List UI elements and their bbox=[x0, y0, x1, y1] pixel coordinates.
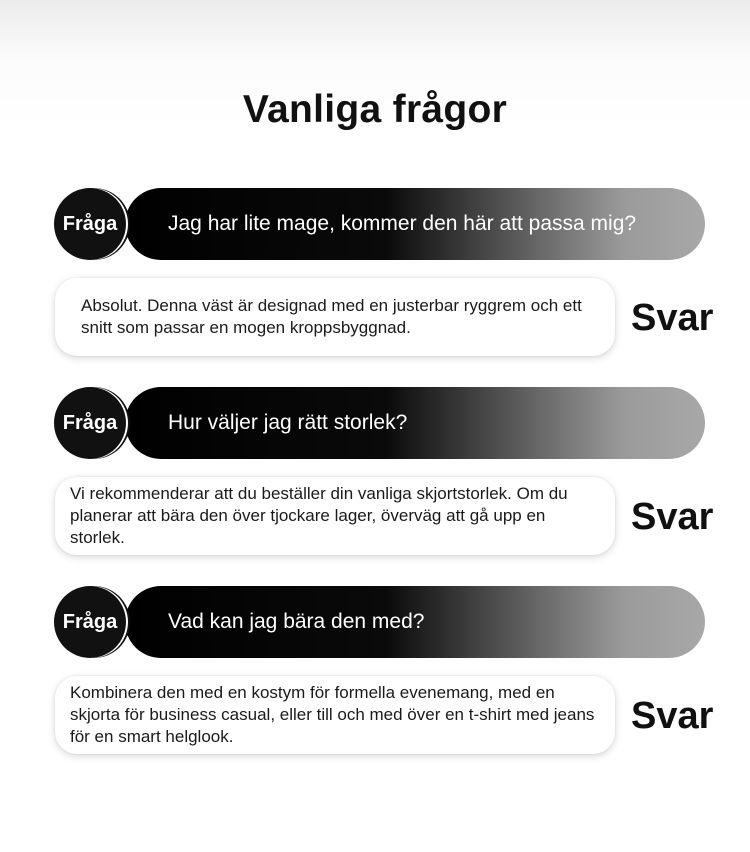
question-text: Vad kan jag bära den med? bbox=[168, 610, 425, 633]
question-badge: Fråga bbox=[54, 387, 126, 459]
answer-text: Vi rekommenderar att du beställer din vanliga skjortstorlek. Om du planerar att bära den över tjockare lager, överväg att gå upp en storlek. bbox=[70, 484, 568, 547]
faq-item bbox=[0, 586, 750, 756]
answer-box bbox=[55, 676, 615, 754]
page-title: Vanliga frågor bbox=[242, 88, 508, 131]
answer-text: Kombinera den med en kostym för formella evenemang, med en skjorta för business casual, eller till och med över en t-shirt med jeans för en smart helglook. bbox=[70, 683, 595, 746]
answer-box bbox=[55, 477, 615, 555]
answer-label: Svar bbox=[631, 695, 714, 737]
answer-label: Svar bbox=[631, 496, 714, 538]
faq-item bbox=[0, 387, 750, 557]
question-text: Jag har lite mage, kommer den här att passa mig? bbox=[168, 212, 637, 235]
question-badge: Fråga bbox=[54, 188, 126, 260]
answer-text: Absolut. Denna väst är designad med en justerbar ryggrem och ett snitt som passar en mogen kroppsbyggnad. bbox=[81, 296, 582, 337]
answer-label: Svar bbox=[631, 297, 714, 339]
question-text: Hur väljer jag rätt storlek? bbox=[168, 411, 408, 434]
answer-box bbox=[55, 278, 615, 356]
faq-item bbox=[0, 188, 750, 358]
question-badge: Fråga bbox=[54, 586, 126, 658]
